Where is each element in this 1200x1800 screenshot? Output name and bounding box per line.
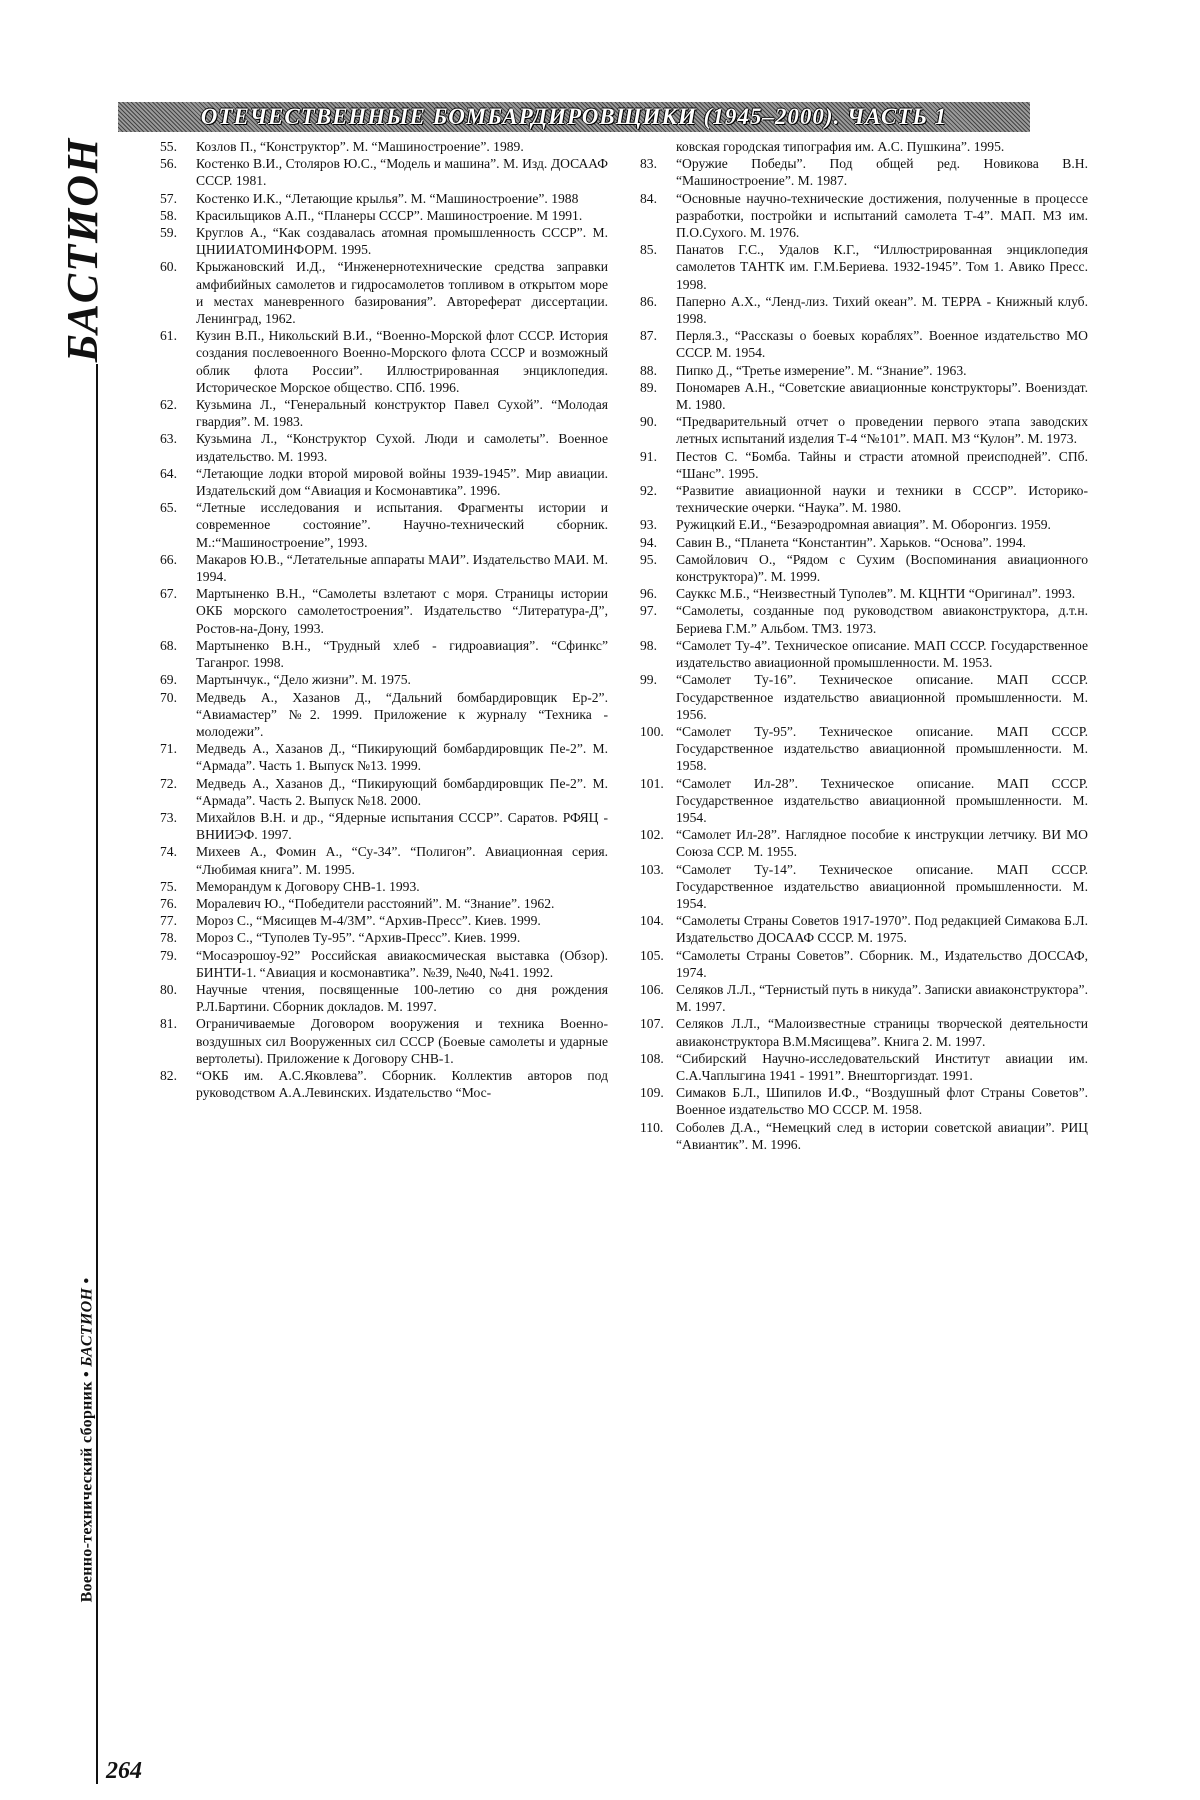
reference-entry — [640, 981, 1088, 1015]
reference-number: 57. — [160, 190, 177, 206]
reference-text: “Самолеты Страны Советов”. Сборник. М., Издательство ДОССАФ, 1974. — [676, 947, 1088, 980]
reference-entry — [160, 1015, 608, 1067]
reference-number: 103. — [640, 861, 664, 877]
reference-text: Соболев Д.А., “Немецкий след в истории советской авиации”. РИЦ “Авиантик”. М. 1996. — [676, 1119, 1088, 1152]
reference-entry — [160, 689, 608, 741]
reference-entry — [640, 1119, 1088, 1153]
reference-entry — [640, 534, 1088, 551]
reference-number: 68. — [160, 637, 177, 653]
reference-entry — [640, 585, 1088, 602]
reference-number: 67. — [160, 586, 177, 602]
reference-number: 106. — [640, 981, 664, 997]
reference-entry — [160, 843, 608, 877]
reference-number: 80. — [160, 981, 177, 997]
reference-entry — [640, 448, 1088, 482]
reference-number: 65. — [160, 500, 177, 516]
reference-number: 76. — [160, 895, 177, 911]
reference-number: 98. — [640, 637, 657, 653]
reference-text: ковская городская типография им. А.С. Пушкина”. 1995. — [676, 139, 1005, 154]
reference-number: 104. — [640, 913, 664, 929]
reference-text: Моралевич Ю., “Победители расстояний”. М. “Знание”. 1962. — [196, 895, 555, 911]
reference-number: 78. — [160, 930, 177, 946]
reference-entry — [640, 379, 1088, 413]
reference-number: 64. — [160, 465, 177, 481]
reference-entry — [160, 499, 608, 551]
reference-entry — [160, 396, 608, 430]
reference-text: Медведь А., Хазанов Д., “Пикирующий бомбардировщик Пе-2”. М. “Армада”. Часть 1. Выпуск №13. 1999. — [196, 741, 608, 774]
reference-text: Крыжановский И.Д., “Инженернотехнические средства заправки амфибийных самолетов и гидросамолетов топливом в открытом море и местах маневренного базирования”. Автореферат диссертации. Ленинград, 1962. — [196, 259, 608, 327]
reference-text: Научные чтения, посвященные 100-летию со дня рождения Р.Л.Бартини. Сборник докладов. М. 1997. — [196, 981, 608, 1015]
reference-number: 108. — [640, 1050, 664, 1066]
reference-text: Перля.З., “Рассказы о боевых кораблях”. Военное издательство МО СССР. М. 1954. — [676, 328, 1088, 361]
reference-entry — [160, 430, 608, 464]
reference-text: Селяков Л.Л., “Тернистый путь в никуда”. Записки авиаконструктора”. М. 1997. — [676, 981, 1088, 1015]
reference-number: 72. — [160, 775, 177, 791]
reference-text: “Летные исследования и испытания. Фрагменты истории и современное состояние”. Научно-технический сборник. М.:“Машиностроение”, 1993. — [196, 500, 608, 550]
reference-text: Кузьмина Л., “Конструктор Сухой. Люди и самолеты”. Военное издательство. М. 1993. — [196, 431, 608, 464]
reference-text: “Самолеты, созданные под руководством авиаконструктора, д.т.н. Бериева Г.М.” Альбом. ТМЗ. 1973. — [676, 603, 1088, 636]
reference-text: Пипко Д., “Третье измерение”. М. “Знание”. 1963. — [676, 362, 967, 378]
reference-number: 95. — [640, 551, 657, 567]
reference-entry — [640, 293, 1088, 327]
reference-number: 109. — [640, 1085, 664, 1101]
reference-text: Мартыненко В.Н., “Самолеты взлетают с моря. Страницы истории ОКБ морского самолетостроения”. Издательство “Литература-Д”, Ростов-на-Дону, 1993. — [196, 586, 608, 636]
reference-text: “Самолеты Страны Советов 1917-1970”. Под редакцией Симакова Б.Л. Издательство ДОСААФ СССР. М. 1975. — [676, 913, 1088, 946]
reference-number: 87. — [640, 328, 657, 344]
reference-entry — [640, 413, 1088, 447]
reference-entry — [160, 775, 608, 809]
reference-entry — [640, 190, 1088, 242]
reference-text: Симаков Б.Л., Шипилов И.Ф., “Воздушный флот Страны Советов”. Военное издательство МО СССР. М. 1958. — [676, 1085, 1088, 1118]
reference-text: “ОКБ им. А.С.Яковлева”. Сборник. Коллектив авторов под руководством А.А.Левинских. Издательство “Мос- — [196, 1067, 608, 1101]
reference-number: 81. — [160, 1016, 177, 1032]
reference-number: 83. — [640, 156, 657, 172]
reference-text: Панатов Г.С., Удалов К.Г., “Иллюстрированная энциклопедия самолетов ТАНТК им. Г.М.Бериева. 1932-1945”. Том 1. Авико Пресс. 1998. — [676, 242, 1088, 292]
reference-entry — [160, 809, 608, 843]
reference-entry — [160, 327, 608, 396]
reference-entry — [160, 981, 608, 1015]
reference-entry — [640, 912, 1088, 946]
references-left-column — [160, 138, 608, 1101]
reference-entry — [640, 155, 1088, 189]
reference-number: 71. — [160, 741, 177, 757]
reference-entry — [640, 775, 1088, 827]
reference-entry — [160, 190, 608, 207]
reference-number: 82. — [160, 1067, 177, 1083]
reference-text: Козлов П., “Конструктор”. М. “Машиностроение”. 1989. — [196, 139, 524, 154]
reference-text: “Самолет Ту-4”. Техническое описание. МАП СССР. Государственное издательство авиационной промышленности. М. 1953. — [676, 637, 1088, 671]
reference-entry — [640, 861, 1088, 913]
reference-entry — [160, 207, 608, 224]
reference-number: 62. — [160, 397, 177, 413]
reference-number: 90. — [640, 414, 657, 430]
reference-text: Ограничиваемые Договором вооружения и техника Военно-воздушных сил Вооруженных сил СССР (Боевые самолеты и ударные вертолеты). Приложение к Договору СНВ-1. — [196, 1016, 608, 1066]
reference-text: Пестов С. “Бомба. Тайны и страсти атомной преисподней”. СПб. “Шанс”. 1995. — [676, 448, 1088, 481]
reference-number: 92. — [640, 483, 657, 499]
reference-number: 99. — [640, 672, 657, 688]
reference-number: 55. — [160, 139, 177, 154]
reference-text: Кузин В.П., Никольский В.И., “Военно-Морской флот СССР. История создания послевоенного Военно-Морского флота СССР и возможный облик флота России”. Иллюстрированная энциклопедия. Историческое Морское общество. СПб. 1996. — [196, 328, 608, 395]
reference-number: 79. — [160, 947, 177, 963]
reference-entry — [640, 362, 1088, 379]
reference-text: Мартынчук., “Дело жизни”. М. 1975. — [196, 672, 411, 688]
reference-number: 70. — [160, 689, 177, 705]
reference-text: “Сибирский Научно-исследовательский Институт авиации им. С.А.Чаплыгина 1941 - 1991”. Внешторгиздат. 1991. — [676, 1050, 1088, 1083]
reference-text: “Самолет Ил-28”. Наглядное пособие к инструкции летчику. ВИ МО Союза ССР. М. 1955. — [676, 827, 1088, 860]
reference-number: 58. — [160, 207, 177, 223]
reference-entry — [640, 551, 1088, 585]
reference-number: 89. — [640, 379, 657, 395]
reference-number: 73. — [160, 809, 177, 825]
reference-entry — [640, 1050, 1088, 1084]
reference-text: Самойлович О., “Рядом с Сухим (Воспоминания авиационного конструктора)”. М. 1999. — [676, 551, 1088, 585]
running-header — [118, 102, 1030, 132]
reference-text: Ружицкий Е.И., “Безаэродромная авиация”. М. Оборонгиз. 1959. — [676, 517, 1051, 533]
reference-number: 74. — [160, 844, 177, 860]
reference-number: 88. — [640, 362, 657, 378]
reference-entry — [640, 1015, 1088, 1049]
reference-entry — [160, 947, 608, 981]
reference-entry — [160, 551, 608, 585]
reference-entry — [160, 895, 608, 912]
reference-text: Медведь А., Хазанов Д., “Пикирующий бомбардировщик Пе-2”. М. “Армада”. Часть 2. Выпуск №18. 2000. — [196, 775, 608, 808]
side-caption-suffix: • — [78, 1277, 95, 1288]
reference-entry — [640, 602, 1088, 636]
reference-text: Макаров Ю.В., “Летательные аппараты МАИ”. Издательство МАИ. М. 1994. — [196, 551, 608, 585]
reference-number: 101. — [640, 775, 664, 791]
reference-entry — [640, 516, 1088, 533]
reference-entry — [640, 138, 1088, 155]
reference-entry — [640, 1084, 1088, 1118]
side-caption-prefix: Военно-технический сборник • — [78, 1366, 95, 1603]
reference-number: 86. — [640, 293, 657, 309]
reference-text: Круглов А., “Как создавалась атомная промышленность СССР”. М. ЦНИИАТОМИНФОРМ. 1995. — [196, 225, 608, 258]
reference-entry — [160, 671, 608, 688]
reference-number: 100. — [640, 723, 664, 739]
reference-number: 77. — [160, 913, 177, 929]
reference-entry — [160, 138, 608, 155]
reference-entry — [640, 327, 1088, 361]
reference-entry — [640, 241, 1088, 293]
reference-text: “Оружие Победы”. Под общей ред. Новикова В.Н. “Машиностроение”. М. 1987. — [676, 156, 1088, 189]
reference-text: Пономарев А.Н., “Советские авиационные конструкторы”. Воениздат. М. 1980. — [676, 379, 1088, 413]
side-brand — [56, 136, 110, 362]
references-right-column — [640, 138, 1088, 1153]
reference-text: Кузьмина Л., “Генеральный конструктор Павел Сухой”. “Молодая гвардия”. М. 1983. — [196, 397, 608, 430]
running-header-title: ОТЕЧЕСТВЕННЫЕ БОМБАРДИРОВЩИКИ (1945–2000). ЧАСТЬ 1 — [200, 104, 948, 129]
reference-text: Сауккс М.Б., “Неизвестный Туполев”. М. КЦНТИ “Оригинал”. 1993. — [676, 586, 1076, 602]
reference-entry — [160, 929, 608, 946]
reference-number: 66. — [160, 551, 177, 567]
reference-number: 97. — [640, 603, 657, 619]
reference-entry — [640, 482, 1088, 516]
reference-entry — [640, 723, 1088, 775]
reference-text: Мороз С., “Туполев Ту-95”. “Архив-Пресс”. Киев. 1999. — [196, 930, 521, 946]
reference-entry — [160, 637, 608, 671]
reference-text: Мороз С., “Мясищев М-4/3М”. “Архив-Пресс”. Киев. 1999. — [196, 913, 541, 929]
reference-text: Костенко В.И., Столяров Ю.С., “Модель и машина”. М. Изд. ДОСААФ СССР. 1981. — [196, 156, 608, 189]
reference-text: “Самолет Ту-95”. Техническое описание. МАП СССР. Государственное издательство авиационной промышленности. М. 1958. — [676, 723, 1088, 774]
reference-entry — [160, 878, 608, 895]
page-number: 264 — [106, 1758, 142, 1784]
reference-entry — [160, 258, 608, 327]
reference-text: “Мосаэрошоу-92” Российская авиакосмическая выставка (Обзор). БИНТИ-1. “Авиация и космонавтика”. №39, №40, №41. 1992. — [196, 947, 608, 980]
reference-text: Михеев А., Фомин А., “Су-34”. “Полигон”. Авиационная серия. “Любимая книга”. М. 1995. — [196, 844, 608, 877]
reference-number: 59. — [160, 225, 177, 241]
side-caption — [72, 1080, 102, 1800]
reference-entry — [160, 155, 608, 189]
reference-text: “Развитие авиационной науки и техники в СССР”. Историко-технические очерки. “Наука”. М. 1980. — [676, 483, 1088, 516]
reference-number: 84. — [640, 190, 657, 206]
reference-entry — [160, 465, 608, 499]
reference-entry — [160, 740, 608, 774]
reference-text: Михайлов В.Н. и др., “Ядерные испытания СССР”. Саратов. РФЯЦ - ВНИИЭФ. 1997. — [196, 809, 608, 843]
reference-entry — [160, 585, 608, 637]
reference-entry — [640, 826, 1088, 860]
side-brand-text: БАСТИОН — [58, 136, 108, 362]
reference-entry — [640, 947, 1088, 981]
reference-entry — [160, 1067, 608, 1101]
reference-number: 102. — [640, 827, 664, 843]
reference-number: 93. — [640, 517, 657, 533]
reference-text: “Основные научно-технические достижения, полученные в процессе разработки, постройки и испытаний самолета Т-4”. МАП. МЗ им. П.О.Сухого. М. 1976. — [676, 190, 1088, 241]
reference-number: 61. — [160, 328, 177, 344]
reference-text: “Самолет Ил-28”. Техническое описание. МАП СССР. Государственное издательство авиационной промышленности. М. 1954. — [676, 775, 1088, 825]
reference-text: Селяков Л.Л., “Малоизвестные страницы творческой деятельности авиаконструктора В.М.Мясищева”. Книга 2. М. 1997. — [676, 1016, 1088, 1049]
reference-number: 63. — [160, 431, 177, 447]
reference-text: Костенко И.К., “Летающие крылья”. М. “Машиностроение”. 1988 — [196, 190, 579, 206]
reference-number: 107. — [640, 1016, 664, 1032]
reference-entry — [160, 224, 608, 258]
reference-text: Медведь А., Хазанов Д., “Дальний бомбардировщик Ер-2”. “Авиамастер” №2. 1999. Приложение к журналу “Техника - молодежи”. — [196, 689, 608, 739]
reference-entry — [640, 671, 1088, 723]
reference-text: “Предварительный отчет о проведении первого этапа заводских летных испытаний изделия Т-4 “№101”. МАП. МЗ “Кулон”. М. 1973. — [676, 414, 1088, 447]
reference-entry — [640, 637, 1088, 671]
reference-number: 69. — [160, 672, 177, 688]
reference-entry — [160, 912, 608, 929]
reference-text: “Летающие лодки второй мировой войны 1939-1945”. Мир авиации. Издательский дом “Авиация и Космонавтика”. 1996. — [196, 465, 608, 499]
reference-number: 105. — [640, 947, 664, 963]
reference-text: Паперно А.Х., “Ленд-лиз. Тихий океан”. М. ТЕРРА - Книжный клуб. 1998. — [676, 293, 1088, 327]
reference-number: 110. — [640, 1119, 664, 1135]
reference-text: Мартыненко В.Н., “Трудный хлеб - гидроавиация”. “Сфинкс” Таганрог. 1998. — [196, 637, 608, 671]
reference-text: Красильщиков А.П., “Планеры СССР”. Машиностроение. М 1991. — [196, 207, 583, 223]
reference-text: “Самолет Ту-16”. Техническое описание. МАП СССР. Государственное издательство авиационной промышленности. М. 1956. — [676, 672, 1088, 722]
reference-number: 75. — [160, 878, 177, 894]
reference-number: 56. — [160, 156, 177, 172]
reference-number: 94. — [640, 534, 657, 550]
side-caption-brand: БАСТИОН — [78, 1287, 95, 1367]
reference-number: 91. — [640, 448, 657, 464]
reference-text: “Самолет Ту-14”. Техническое описание. МАП СССР. Государственное издательство авиационной промышленности. М. 1954. — [676, 861, 1088, 911]
reference-number: 85. — [640, 242, 657, 258]
reference-text: Меморандум к Договору СНВ-1. 1993. — [196, 878, 420, 894]
reference-number: 60. — [160, 259, 177, 275]
reference-number: 96. — [640, 586, 657, 602]
reference-text: Савин В., “Планета “Константин”. Харьков. “Основа”. 1994. — [676, 534, 1026, 550]
